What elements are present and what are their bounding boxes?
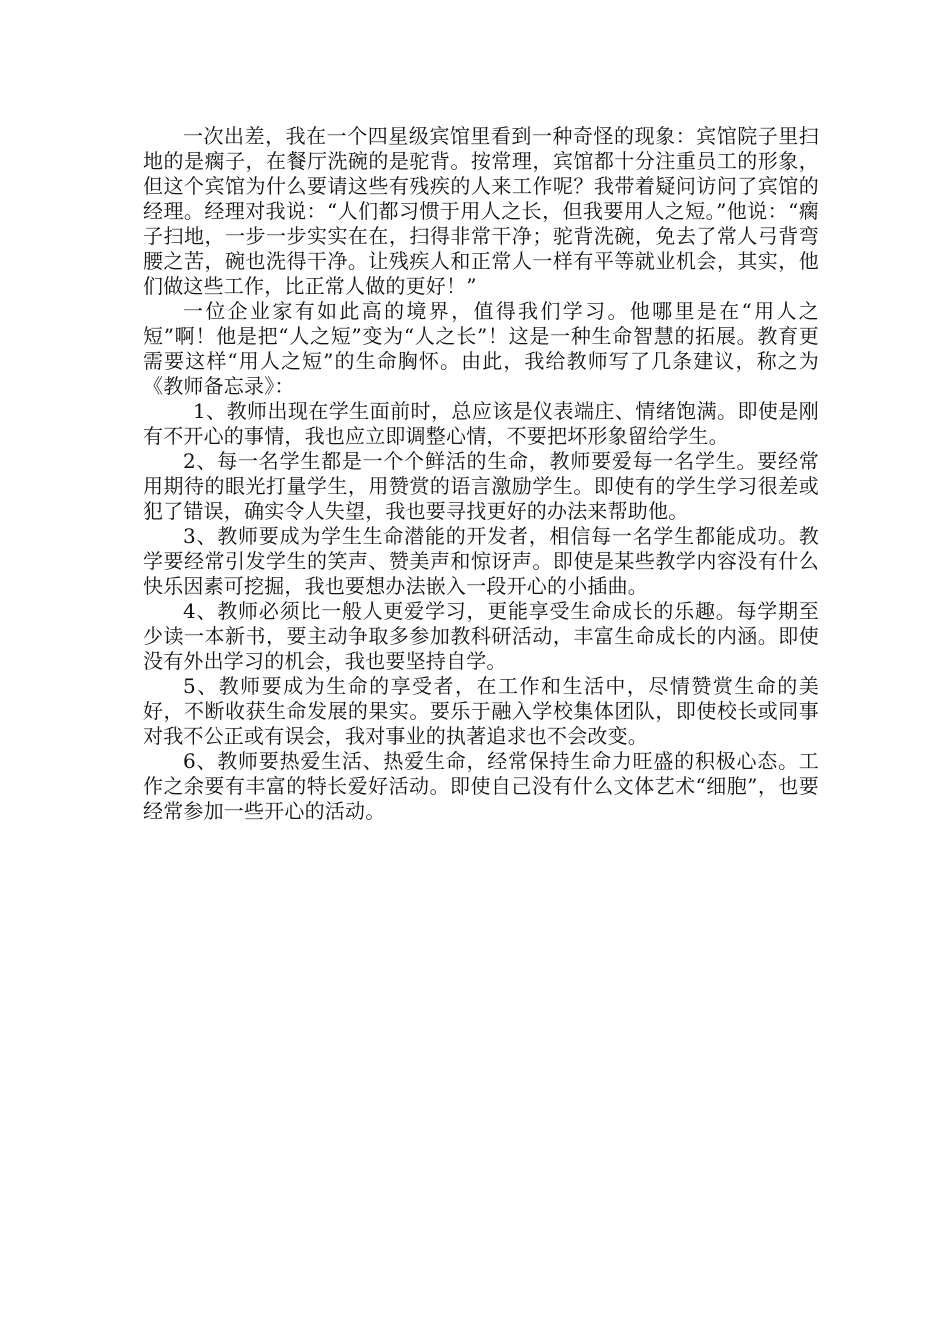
memo-item-5: 5、教师要成为生命的享受者，在工作和生活中，尽情赞赏生命的美好，不断收获生命发展的果实。要乐于融入学校集体团队，即使校长或同事对我不公正或有误会，我对事业的执著追求也不会改变。	[143, 674, 819, 748]
memo-item-4: 4、教师必须比一般人更爱学习，更能享受生命成长的乐趣。每学期至少读一本新书，要主动争取多参加教科研活动，丰富生命成长的内涵。即使没有外出学习的机会，我也要坚持自学。	[143, 599, 819, 673]
memo-item-1: 1、教师出现在学生面前时，总应该是仪表端庄、情绪饱满。即使是刚有不开心的事情，我也应立即调整心情，不要把坏形象留给学生。	[143, 399, 819, 448]
paragraph-reflection: 一位企业家有如此高的境界，值得我们学习。他哪里是在“用人之短”啊！他是把“人之短”变为“人之长”！这是一种生命智慧的拓展。教育更需要这样“用人之短”的生命胸怀。由此，我给教师写了几条建议，称之为《教师备忘录》：	[143, 299, 819, 398]
paragraph-hotel-story: 一次出差，我在一个四星级宾馆里看到一种奇怪的现象：宾馆院子里扫地的是瘸子，在餐厅洗碗的是驼背。按常理，宾馆都十分注重员工的形象，但这个宾馆为什么要请这些有残疾的人来工作呢？我带着疑问访问了宾馆的经理。经理对我说：“人们都习惯于用人之长，但我要用人之短。”他说：“瘸子扫地，一步一步实实在在，扫得非常干净；驼背洗碗，免去了常人弓背弯腰之苦，碗也洗得干净。让残疾人和正常人一样有平等就业机会，其实，他们做这些工作，比正常人做的更好！”	[143, 124, 819, 298]
memo-item-6: 6、教师要热爱生活、热爱生命，经常保持生命力旺盛的积极心态。工作之余要有丰富的特长爱好活动。即使自己没有什么文体艺术“细胞”，也要经常参加一些开心的活动。	[143, 749, 819, 823]
memo-item-2: 2、每一名学生都是一个个鲜活的生命，教师要爱每一名学生。要经常用期待的眼光打量学生，用赞赏的语言激励学生。即使有的学生学习很差或犯了错误，确实令人失望，我也要寻找更好的办法来帮助他。	[143, 449, 819, 523]
memo-item-3: 3、教师要成为学生生命潜能的开发者，相信每一名学生都能成功。教学要经常引发学生的笑声、赞美声和惊讶声。即使是某些教学内容没有什么快乐因素可挖掘，我也要想办法嵌入一段开心的小插曲。	[143, 524, 819, 598]
document-body	[143, 124, 819, 824]
